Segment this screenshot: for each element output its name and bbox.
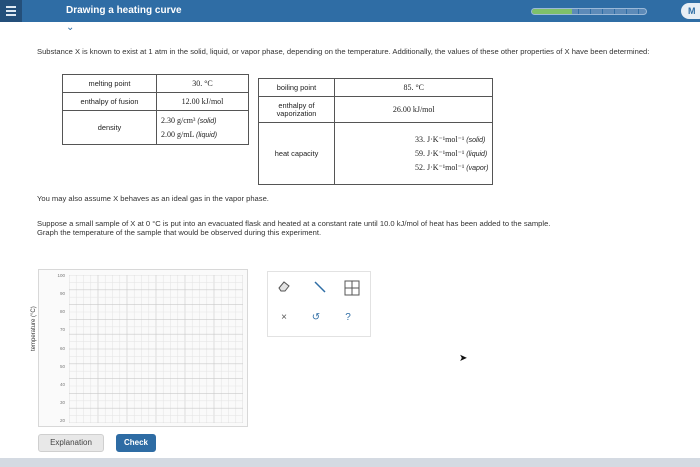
- footer-bar: [0, 458, 700, 467]
- boiling-point-label: boiling point: [259, 79, 335, 97]
- check-button[interactable]: Check: [116, 434, 156, 452]
- hc-vapor-phase: (vapor): [466, 164, 489, 172]
- heat-capacity-values: [335, 123, 493, 185]
- density-label: density: [63, 111, 157, 145]
- heating-curve-graph[interactable]: [38, 269, 248, 427]
- heat-capacity-label: heat capacity: [259, 123, 335, 185]
- y-tick-label: 20: [59, 418, 65, 424]
- y-tick-label: 50: [59, 363, 65, 369]
- density-solid-phase: (solid): [197, 117, 217, 125]
- mouse-cursor-icon: ➤: [459, 353, 468, 364]
- enthalpy-vap-label: enthalpy of vaporization: [259, 97, 335, 123]
- properties-table-left: [62, 74, 249, 145]
- enthalpy-fusion-label: enthalpy of fusion: [63, 93, 157, 111]
- help-icon[interactable]: ?: [345, 312, 351, 323]
- y-tick-label: 80: [59, 309, 65, 315]
- boiling-point-value: 85. °C: [335, 79, 493, 97]
- undo-icon[interactable]: ↺: [311, 312, 321, 323]
- density-liquid-value: 2.00 g/mL: [161, 129, 195, 139]
- melting-point-value: 30. °C: [157, 75, 249, 93]
- properties-table-right: [258, 78, 493, 185]
- question-intro: Substance X is known to exist at 1 atm in the solid, liquid, or vapor phase, depending on the temperature. Additionally, the values of these other properties of X have been determined:: [37, 47, 650, 56]
- ideal-gas-note: You may also assume X behaves as an ideal gas in the vapor phase.: [37, 194, 269, 203]
- density-liquid-phase: (liquid): [196, 131, 218, 139]
- eraser-icon[interactable]: [276, 280, 292, 298]
- density-values: [157, 111, 249, 145]
- y-tick-label: 30: [59, 399, 65, 405]
- avatar[interactable]: M: [681, 3, 700, 19]
- hc-liquid-value: 59. J·K⁻¹mol⁻¹: [415, 148, 465, 158]
- y-tick-label: 60: [59, 345, 65, 351]
- y-tick-label: 90: [59, 291, 65, 297]
- page-title: Drawing a heating curve: [66, 5, 182, 16]
- enthalpy-vap-value: 26.00 kJ/mol: [335, 97, 493, 123]
- y-axis-label: temperature (°C): [31, 306, 37, 351]
- line-tool-icon[interactable]: [312, 280, 328, 300]
- clear-icon[interactable]: ×: [281, 312, 287, 323]
- hc-liquid-phase: (liquid): [466, 150, 488, 158]
- y-tick-label: 100: [57, 273, 65, 278]
- melting-point-label: melting point: [63, 75, 157, 93]
- menu-icon[interactable]: [0, 0, 22, 22]
- progress-bar: [531, 8, 647, 15]
- graph-grid[interactable]: [69, 275, 243, 423]
- hc-solid-value: 33. J·K⁻¹mol⁻¹: [415, 134, 465, 144]
- progress-fill: [532, 9, 572, 14]
- y-tick-label: 70: [59, 327, 65, 333]
- hc-solid-phase: (solid): [466, 136, 486, 144]
- density-solid-value: 2.30 g/cm³: [161, 115, 196, 125]
- task-line-2: Graph the temperature of the sample that would be observed during this experiment.: [37, 228, 322, 237]
- drawing-toolbox: [267, 271, 371, 337]
- hc-vapor-value: 52. J·K⁻¹mol⁻¹: [415, 162, 465, 172]
- explanation-button[interactable]: Explanation: [38, 434, 104, 452]
- grid-icon[interactable]: [344, 280, 360, 302]
- y-tick-label: 40: [59, 381, 65, 387]
- task-line-1: Suppose a small sample of X at 0 °C is put into an evacuated flask and heated at a constant rate until 10.0 kJ/mol of heat has been added to the sample.: [37, 219, 551, 228]
- enthalpy-fusion-value: 12.00 kJ/mol: [157, 93, 249, 111]
- top-bar: [0, 0, 700, 22]
- collapse-chevron-icon[interactable]: ⌄: [66, 22, 75, 33]
